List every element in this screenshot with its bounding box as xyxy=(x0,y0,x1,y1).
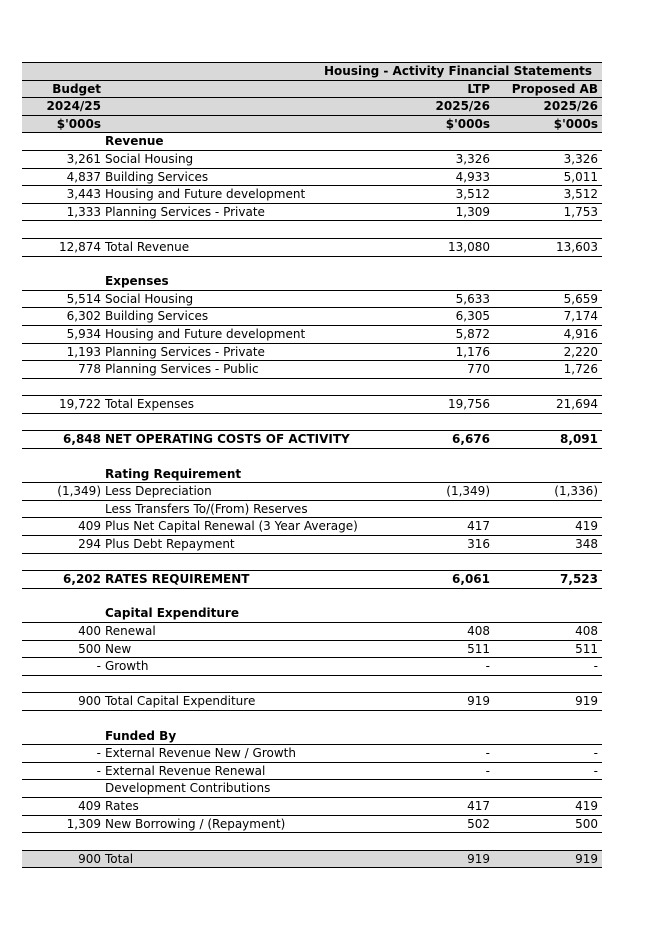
ltp-value: 19,756 xyxy=(448,397,490,412)
budget-value: 1,193 xyxy=(66,344,101,359)
line-label: Total Revenue xyxy=(105,239,190,254)
table-row xyxy=(22,745,602,763)
header-row-2 xyxy=(22,98,602,116)
budget-value: 409 xyxy=(78,798,101,813)
table-row xyxy=(22,361,602,379)
budget-value: 900 xyxy=(78,851,101,866)
summary-row xyxy=(22,430,602,449)
proposed-ab-value: 8,091 xyxy=(560,432,598,447)
proposed-ab-value: 408 xyxy=(575,624,598,638)
section-heading-row xyxy=(22,605,602,623)
total-row xyxy=(22,692,602,711)
line-label: Expenses xyxy=(105,274,169,289)
ltp-value: 3,326 xyxy=(455,151,490,166)
budget-value: 500 xyxy=(78,641,101,656)
title-row xyxy=(22,62,602,81)
table-row xyxy=(22,816,602,834)
budget-value: 6,848 xyxy=(63,432,101,447)
ltp-value: - xyxy=(485,763,490,778)
line-label: Growth xyxy=(105,659,149,674)
financial-statement xyxy=(22,62,602,868)
proposed-ab-value: 21,694 xyxy=(556,397,598,412)
table-row xyxy=(22,658,602,676)
line-label: New xyxy=(105,641,132,656)
budget-value: - xyxy=(96,763,101,778)
ltp-value: 919 xyxy=(467,851,490,866)
line-label: Building Services xyxy=(105,169,209,184)
ltp-value: 6,061 xyxy=(452,572,490,587)
table-row xyxy=(22,483,602,501)
line-label: Less Depreciation xyxy=(105,484,212,499)
proposed-ab-value: 500 xyxy=(575,816,598,831)
total-row xyxy=(22,238,602,257)
ltp-value: 919 xyxy=(467,694,490,709)
spacer-row xyxy=(22,554,602,571)
table-row xyxy=(22,291,602,309)
ltp-year: 2025/26 xyxy=(435,99,490,114)
proposed-ab-value: 919 xyxy=(575,694,598,709)
line-label: External Revenue New / Growth xyxy=(105,746,296,761)
spacer-row xyxy=(22,833,602,850)
proposed-ab-value: 3,512 xyxy=(563,187,598,202)
line-label: Plus Net Capital Renewal (3 Year Average) xyxy=(105,519,358,534)
table-row xyxy=(22,623,602,641)
budget-value: 778 xyxy=(78,362,101,377)
proposed-ab-value: 419 xyxy=(575,798,598,813)
table-row xyxy=(22,501,602,519)
line-label: Planning Services - Private xyxy=(105,204,265,219)
table-row xyxy=(22,151,602,169)
ltp-units: $'000s xyxy=(445,116,490,131)
table-row xyxy=(22,518,602,536)
ltp-value: 6,305 xyxy=(455,309,490,324)
ltp-value: 5,872 xyxy=(455,326,490,341)
budget-header: Budget xyxy=(52,81,101,96)
ab-header: Proposed AB xyxy=(511,81,598,96)
line-label: Less Transfers To/(From) Reserves xyxy=(105,501,308,516)
table-row xyxy=(22,798,602,816)
line-label: Rates xyxy=(105,798,139,813)
section-heading-row xyxy=(22,466,602,484)
budget-value: 409 xyxy=(78,519,101,534)
ltp-value: 13,080 xyxy=(448,239,490,254)
ltp-value: - xyxy=(485,746,490,761)
line-label: Social Housing xyxy=(105,291,194,306)
spacer-row xyxy=(22,257,602,274)
proposed-ab-value: 5,659 xyxy=(563,291,598,306)
line-label: Development Contributions xyxy=(105,781,271,796)
spacer-row xyxy=(22,449,602,466)
line-label: NET OPERATING COSTS OF ACTIVITY xyxy=(105,432,350,447)
table-row xyxy=(22,326,602,344)
table-row xyxy=(22,641,602,659)
budget-value: 12,874 xyxy=(59,239,101,254)
ab-year: 2025/26 xyxy=(543,99,598,114)
section-heading-row xyxy=(22,728,602,746)
line-label: External Revenue Renewal xyxy=(105,763,266,778)
budget-value: - xyxy=(96,659,101,674)
proposed-ab-value: 348 xyxy=(575,537,598,552)
proposed-ab-value: 4,916 xyxy=(563,326,598,341)
table-row xyxy=(22,344,602,362)
ltp-value: 3,512 xyxy=(455,187,490,202)
budget-value: 900 xyxy=(78,694,101,709)
line-label: Social Housing xyxy=(105,151,194,166)
proposed-ab-value: - xyxy=(593,746,598,761)
budget-value: 1,333 xyxy=(66,204,101,219)
spacer-row xyxy=(22,221,602,238)
line-label: Building Services xyxy=(105,309,209,324)
budget-value: 6,302 xyxy=(66,309,101,324)
header-row-1 xyxy=(22,81,602,99)
proposed-ab-value: 7,523 xyxy=(560,572,598,587)
table-row xyxy=(22,186,602,204)
table-row xyxy=(22,536,602,554)
proposed-ab-value: 1,753 xyxy=(563,204,598,219)
grand-total-row xyxy=(22,850,602,869)
line-label: Housing and Future development xyxy=(105,187,306,202)
budget-value: - xyxy=(96,746,101,761)
line-label: Rating Requirement xyxy=(105,466,242,481)
summary-row xyxy=(22,570,602,589)
ltp-value: 408 xyxy=(467,624,490,638)
proposed-ab-value: 7,174 xyxy=(563,309,598,324)
proposed-ab-value: 3,326 xyxy=(563,151,598,166)
ltp-value: 417 xyxy=(467,798,490,813)
budget-value: 3,443 xyxy=(66,187,101,202)
section-heading-row xyxy=(22,273,602,291)
budget-year: 2024/25 xyxy=(46,99,101,114)
budget-value: 400 xyxy=(78,624,101,638)
proposed-ab-value: 2,220 xyxy=(563,344,598,359)
proposed-ab-value: - xyxy=(593,763,598,778)
budget-value: 5,514 xyxy=(66,291,101,306)
budget-value: 5,934 xyxy=(66,326,101,341)
ltp-value: 511 xyxy=(467,641,490,656)
total-row xyxy=(22,395,602,414)
budget-value: 19,722 xyxy=(59,397,101,412)
proposed-ab-value: 5,011 xyxy=(563,169,598,184)
statement-title: Housing - Activity Financial Statements xyxy=(324,64,593,78)
ltp-value: 417 xyxy=(467,519,490,534)
line-label: Capital Expenditure xyxy=(105,606,239,621)
ltp-value: 6,676 xyxy=(452,432,490,447)
ltp-value: 4,933 xyxy=(455,169,490,184)
line-label: Housing and Future development xyxy=(105,326,306,341)
ltp-value: 316 xyxy=(467,537,490,552)
proposed-ab-value: 13,603 xyxy=(556,239,598,254)
line-label: Total Capital Expenditure xyxy=(105,694,256,709)
line-label: Planning Services - Private xyxy=(105,344,265,359)
proposed-ab-value: 1,726 xyxy=(563,362,598,377)
line-label: New Borrowing / (Repayment) xyxy=(105,816,286,831)
budget-value: 294 xyxy=(78,537,101,552)
spacer-row xyxy=(22,711,602,728)
line-label: Total Expenses xyxy=(105,397,195,412)
spacer-row xyxy=(22,414,602,431)
header-row-3 xyxy=(22,116,602,134)
ltp-value: 1,176 xyxy=(455,344,490,359)
spacer-row xyxy=(22,676,602,693)
section-heading-row xyxy=(22,133,602,151)
ltp-value: 5,633 xyxy=(455,291,490,306)
line-label: Planning Services - Public xyxy=(105,362,259,377)
ltp-value: 1,309 xyxy=(455,204,490,219)
proposed-ab-value: 419 xyxy=(575,519,598,534)
budget-value: 4,837 xyxy=(66,169,101,184)
ltp-value: 502 xyxy=(467,816,490,831)
budget-value: 6,202 xyxy=(63,572,101,587)
proposed-ab-value: 511 xyxy=(575,641,598,656)
budget-value: 3,261 xyxy=(66,151,101,166)
table-row xyxy=(22,169,602,187)
ltp-value: 770 xyxy=(467,362,490,377)
line-label: Plus Debt Repayment xyxy=(105,537,235,552)
spacer-row xyxy=(22,589,602,606)
table-row xyxy=(22,763,602,781)
ltp-value: - xyxy=(485,659,490,674)
line-label: Total xyxy=(105,851,134,866)
statement-body xyxy=(22,133,602,868)
proposed-ab-value: 919 xyxy=(575,851,598,866)
spacer-row xyxy=(22,379,602,396)
budget-value: 1,309 xyxy=(66,816,101,831)
ltp-header: LTP xyxy=(467,81,490,96)
table-row xyxy=(22,204,602,222)
table-row xyxy=(22,780,602,798)
proposed-ab-value: (1,336) xyxy=(554,484,598,499)
budget-units: $'000s xyxy=(56,116,101,131)
line-label: Renewal xyxy=(105,624,156,638)
line-label: Revenue xyxy=(105,134,164,149)
budget-value: (1,349) xyxy=(57,484,101,499)
ltp-value: (1,349) xyxy=(446,484,490,499)
proposed-ab-value: - xyxy=(593,659,598,674)
ab-units: $'000s xyxy=(553,116,598,131)
table-row xyxy=(22,308,602,326)
line-label: RATES REQUIREMENT xyxy=(105,572,250,587)
line-label: Funded By xyxy=(105,728,177,743)
